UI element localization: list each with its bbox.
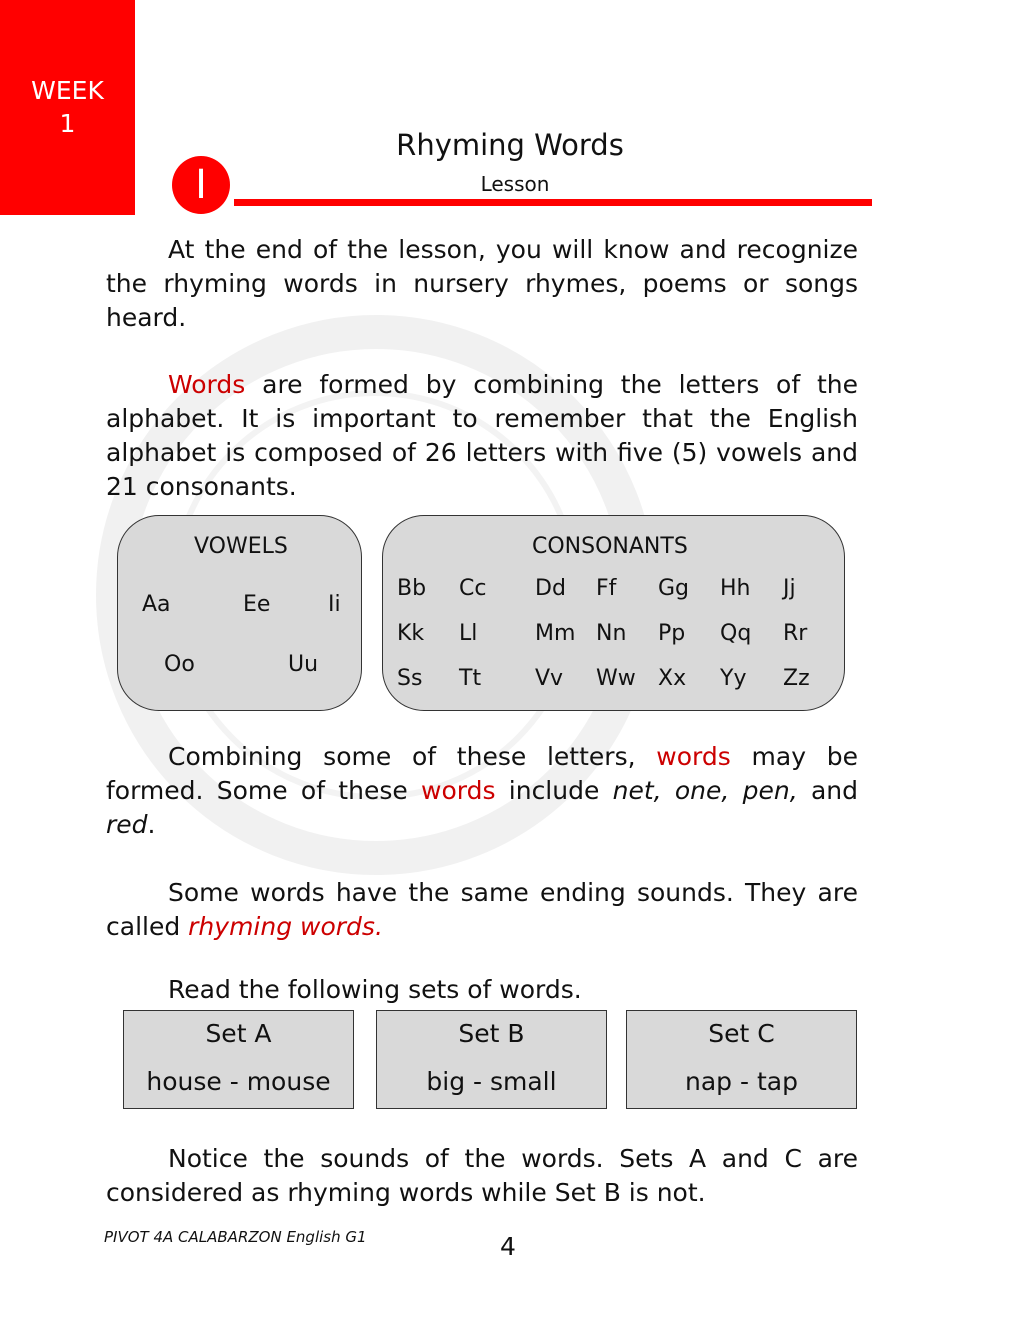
consonant-letter: Ll: [459, 621, 478, 646]
combining-text-b: may be formed. Some of these: [106, 742, 858, 805]
consonant-letter: Cc: [459, 576, 487, 601]
week-label: WEEK: [31, 76, 104, 105]
set-c-box: [626, 1010, 857, 1109]
keyword-words: words: [421, 776, 496, 805]
example-words: net, one, pen,: [612, 776, 798, 805]
consonants-title: CONSONANTS: [532, 534, 688, 559]
set-b-box: [376, 1010, 607, 1109]
consonant-letter: Pp: [658, 621, 686, 646]
lesson-title: Rhyming Words: [396, 128, 624, 162]
consonant-letter: Yy: [720, 666, 747, 691]
week-tab: [0, 0, 135, 215]
vowels-title: VOWELS: [194, 534, 288, 559]
set-words: house - mouse: [146, 1067, 331, 1096]
ending-sounds-text: Some words have the same ending sounds. They are called: [106, 878, 858, 941]
words-intro-text: are formed by combining the letters of the alphabet. It is important to remember that the English alphabet is composed of 26 letters with five (5) vowels and 21 consonants.: [106, 370, 858, 501]
vowel-letter: Oo: [164, 652, 195, 677]
vowel-letter: Uu: [288, 652, 319, 677]
consonant-letter: Xx: [658, 666, 687, 691]
consonant-letter: Zz: [783, 666, 810, 691]
consonant-letter: Ff: [596, 576, 617, 601]
consonant-letter: Mm: [535, 621, 576, 646]
objective-text: At the end of the lesson, you will know and recognize the rhyming words in nursery rhymes, poems or songs heard.: [106, 235, 858, 332]
notice-text: Notice the sounds of the words. Sets A and C are considered as rhyming words while Set B is not.: [106, 1144, 858, 1207]
consonant-letter: Dd: [535, 576, 566, 601]
consonant-letter: Tt: [459, 666, 482, 691]
consonant-letter: Hh: [720, 576, 751, 601]
consonant-letter: Jj: [783, 576, 796, 601]
title-divider: [234, 199, 872, 206]
consonant-letter: Ss: [397, 666, 423, 691]
vowels-box: [117, 515, 362, 711]
consonant-letter: Qq: [720, 621, 752, 646]
vowel-letter: Aa: [142, 592, 171, 617]
ending-sounds-paragraph: [106, 876, 858, 944]
consonant-letter: Nn: [596, 621, 627, 646]
combining-end: .: [147, 810, 156, 839]
example-word-red: red: [106, 810, 148, 839]
set-words: nap - tap: [685, 1067, 798, 1096]
set-title: Set B: [458, 1019, 525, 1048]
set-a-box: [123, 1010, 354, 1109]
lesson-subtitle: Lesson: [480, 172, 550, 196]
consonant-letter: Ww: [596, 666, 636, 691]
vowel-letter: Ii: [328, 592, 341, 617]
vowel-letter: Ee: [243, 592, 271, 617]
set-title: Set A: [205, 1019, 272, 1048]
set-words: big - small: [426, 1067, 557, 1096]
consonants-box: [382, 515, 845, 711]
consonant-letter: Rr: [783, 621, 808, 646]
notice-paragraph: [106, 1142, 858, 1210]
page-number: 4: [500, 1232, 516, 1261]
consonant-letter: Gg: [658, 576, 690, 601]
read-instruction: [106, 973, 858, 1007]
read-instruction-text: Read the following sets of words.: [168, 975, 582, 1004]
combining-paragraph: [106, 740, 858, 842]
week-number: 1: [59, 109, 76, 138]
footer-source: PIVOT 4A CALABARZON English G1: [104, 1228, 367, 1246]
lesson-badge: I: [172, 156, 230, 214]
set-title: Set C: [708, 1019, 775, 1048]
combining-text-c: include: [495, 776, 613, 805]
consonant-letter: Bb: [397, 576, 427, 601]
objective-paragraph: [106, 233, 858, 335]
keyword-words: words: [656, 742, 731, 771]
consonant-letter: Vv: [535, 666, 564, 691]
combining-text-a: Combining some of these letters,: [168, 742, 657, 771]
consonant-letter: Kk: [397, 621, 425, 646]
words-intro-paragraph: [106, 368, 858, 504]
combining-and: and: [797, 776, 858, 805]
keyword-rhyming-words: rhyming words.: [188, 912, 383, 941]
keyword-words: Words: [168, 370, 246, 399]
